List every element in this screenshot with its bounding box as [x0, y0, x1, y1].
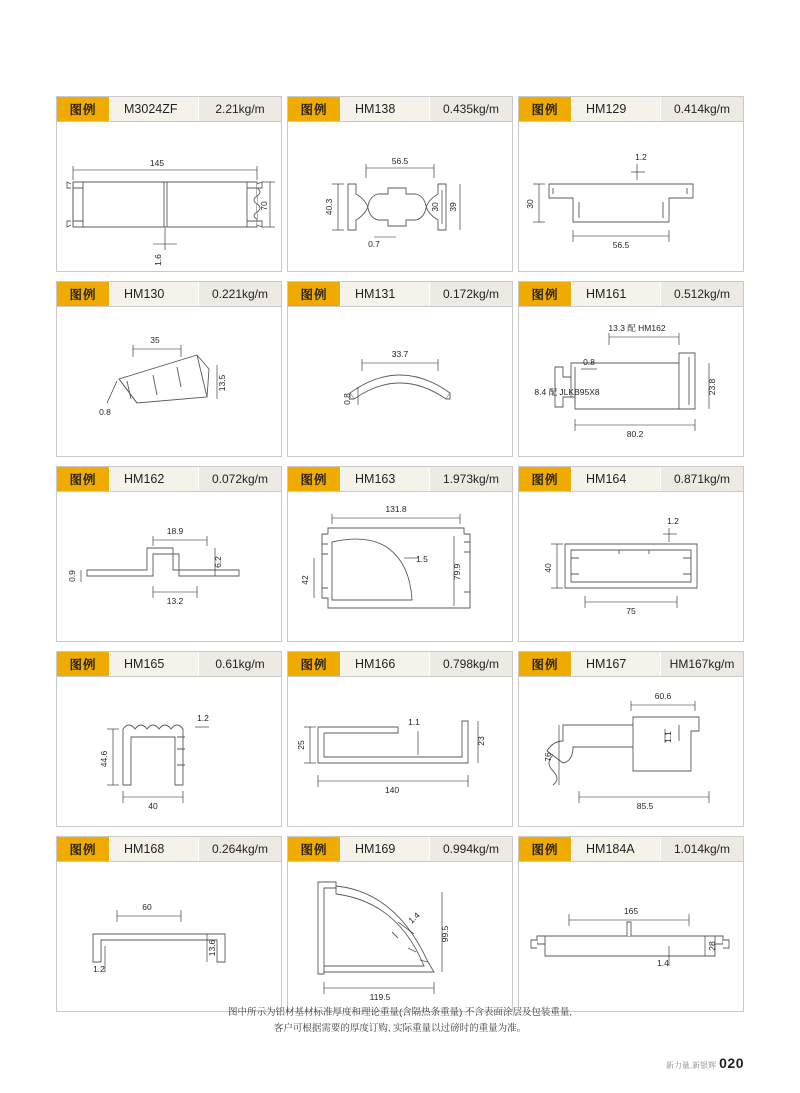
dimension-label: 99.5 [440, 925, 450, 943]
profile-card-hm166 [287, 651, 513, 827]
page-footnote [0, 1005, 800, 1037]
dimension-label: 56.5 [612, 240, 630, 250]
imprint-text: 新力量.新银辉 [665, 1061, 717, 1070]
legend-tag: 图例 [57, 97, 109, 121]
profile-weight: 1.973kg/m [429, 467, 512, 491]
profile-code: HM138 [340, 97, 429, 121]
profile-weight: 0.798kg/m [429, 652, 512, 676]
profile-card-hm169 [287, 836, 513, 1012]
profile-card-hm163 [287, 466, 513, 642]
dimension-label: 42 [300, 575, 310, 585]
profile-weight: 0.435kg/m [429, 97, 512, 121]
dimension-label: 1.6 [153, 254, 163, 266]
dimension-label: 0.8 [583, 357, 595, 367]
dimension-label: 119.5 [369, 992, 391, 1002]
dimension-label: 56.5 [391, 156, 409, 166]
profile-drawing [56, 676, 282, 827]
dimension-label: 13.3 配 HM162 [608, 323, 666, 333]
profile-weight: 0.871kg/m [660, 467, 743, 491]
dimension-label: 165 [623, 906, 639, 916]
card-header [287, 651, 513, 676]
dimension-label: 25 [296, 740, 306, 750]
dimension-label: 1.2 [667, 516, 679, 526]
card-header [518, 281, 744, 306]
dimension-label: 1.2 [93, 964, 105, 974]
card-header [56, 651, 282, 676]
dimension-label: 75 [626, 606, 636, 616]
profile-weight: 0.414kg/m [660, 97, 743, 121]
dimension-label: 6.2 [213, 556, 223, 568]
profile-code: HM164 [571, 467, 660, 491]
legend-tag: 图例 [519, 467, 571, 491]
card-header [56, 96, 282, 121]
profile-weight: HM167kg/m [660, 652, 743, 676]
dimension-label: 0.8 [342, 393, 352, 405]
profile-drawing [287, 676, 513, 827]
card-header [56, 466, 282, 491]
dimension-label: 79.9 [452, 563, 462, 581]
profile-card-hm184a [518, 836, 744, 1012]
profile-code: HM162 [109, 467, 198, 491]
dimension-label: 44.6 [99, 750, 109, 768]
legend-tag: 图例 [288, 837, 340, 861]
profile-drawing [287, 121, 513, 272]
dimension-label: 30 [430, 202, 440, 212]
dimension-label: 80.2 [626, 429, 644, 439]
profile-code: M3024ZF [109, 97, 198, 121]
profile-code: HM130 [109, 282, 198, 306]
profile-drawing [518, 121, 744, 272]
profile-weight: 0.264kg/m [198, 837, 281, 861]
dimension-label: 1.4 [657, 958, 669, 968]
card-header [287, 466, 513, 491]
dimension-label: 145 [149, 158, 165, 168]
legend-tag: 图例 [57, 837, 109, 861]
profile-card-hm129 [518, 96, 744, 272]
card-header [518, 836, 744, 861]
dimension-label: 39 [448, 202, 458, 212]
dimension-label: 1.1 [663, 731, 673, 743]
profile-card-m3024zf [56, 96, 282, 272]
legend-tag: 图例 [57, 652, 109, 676]
dimension-label: 1.2 [635, 152, 647, 162]
page-number: 020 [719, 1055, 744, 1071]
dimension-label: 33.7 [391, 349, 409, 359]
profile-code: HM184A [571, 837, 660, 861]
profile-card-hm168 [56, 836, 282, 1012]
dimension-label: 40 [148, 801, 158, 811]
dimension-label: 60 [142, 902, 152, 912]
profile-weight: 0.61kg/m [198, 652, 281, 676]
profile-card-hm165 [56, 651, 282, 827]
dimension-label: 85.5 [636, 801, 654, 811]
profile-code: HM129 [571, 97, 660, 121]
footnote-line-1: 图中所示为铝材基材标准厚度和理论重量(含隔热条重量) 不含表面涂层及包装重量, [227, 1007, 573, 1018]
legend-tag: 图例 [57, 282, 109, 306]
legend-tag: 图例 [288, 97, 340, 121]
profile-weight: 0.072kg/m [198, 467, 281, 491]
profile-drawing [287, 306, 513, 457]
profile-card-hm161 [518, 281, 744, 457]
dimension-label: 18.9 [166, 526, 184, 536]
dimension-label: 13.2 [166, 596, 184, 606]
card-header [287, 281, 513, 306]
legend-tag: 图例 [519, 837, 571, 861]
dimension-label: 1.1 [408, 717, 420, 727]
card-header [56, 281, 282, 306]
dimension-label: 0.9 [67, 570, 77, 582]
dimension-label: 1.4 [406, 910, 422, 926]
profile-card-hm131 [287, 281, 513, 457]
profile-weight: 1.014kg/m [660, 837, 743, 861]
dimension-label: 60.6 [654, 691, 672, 701]
legend-tag: 图例 [288, 467, 340, 491]
profile-weight: 0.512kg/m [660, 282, 743, 306]
dimension-label: 140 [384, 785, 400, 795]
profile-drawing [518, 306, 744, 457]
dimension-label: 23.8 [707, 378, 717, 396]
card-header [518, 96, 744, 121]
dimension-label: 131.8 [385, 504, 407, 514]
profile-code: HM168 [109, 837, 198, 861]
legend-tag: 图例 [57, 467, 109, 491]
profile-weight: 0.221kg/m [198, 282, 281, 306]
dimension-label: 28 [707, 941, 717, 951]
profile-card-hm162 [56, 466, 282, 642]
legend-tag: 图例 [288, 282, 340, 306]
profile-drawing [518, 491, 744, 642]
profile-drawing [56, 491, 282, 642]
profile-weight: 0.994kg/m [429, 837, 512, 861]
dimension-label: 40 [543, 563, 553, 573]
profile-code: HM169 [340, 837, 429, 861]
profile-code: HM165 [109, 652, 198, 676]
dimension-label: 8.4 配 JLKB95X8 [534, 387, 600, 397]
dimension-label: 0.7 [368, 239, 380, 249]
profile-code: HM131 [340, 282, 429, 306]
dimension-label: 1.2 [197, 713, 209, 723]
dimension-label: 76 [543, 752, 553, 762]
card-header [518, 466, 744, 491]
profile-code: HM166 [340, 652, 429, 676]
profile-card-hm138 [287, 96, 513, 272]
profile-grid [56, 96, 744, 1012]
card-header [287, 836, 513, 861]
dimension-label: 23 [476, 736, 486, 746]
profile-card-hm167 [518, 651, 744, 827]
profile-drawing [56, 861, 282, 1012]
dimension-label: 35 [150, 335, 160, 345]
profile-drawing [56, 121, 282, 272]
legend-tag: 图例 [519, 97, 571, 121]
profile-card-hm130 [56, 281, 282, 457]
footnote-line-2: 客户可根据需要的厚度订购, 实际重量以过磅时的重量为准。 [273, 1023, 527, 1034]
profile-code: HM161 [571, 282, 660, 306]
card-header [287, 96, 513, 121]
dimension-label: 40.3 [324, 198, 334, 216]
legend-tag: 图例 [519, 282, 571, 306]
card-header [56, 836, 282, 861]
card-header [518, 651, 744, 676]
profile-weight: 0.172kg/m [429, 282, 512, 306]
profile-drawing [518, 861, 744, 1012]
profile-drawing [287, 491, 513, 642]
dimension-label: 0.8 [99, 407, 111, 417]
profile-drawing [287, 861, 513, 1012]
profile-card-hm164 [518, 466, 744, 642]
dimension-label: 13.5 [217, 374, 227, 392]
profile-code: HM163 [340, 467, 429, 491]
legend-tag: 图例 [519, 652, 571, 676]
dimension-label: 30 [525, 199, 535, 209]
dimension-label: 70 [259, 201, 269, 211]
profile-drawing [56, 306, 282, 457]
dimension-label: 13.6 [207, 939, 217, 957]
page-number-block [666, 1055, 744, 1071]
profile-code: HM167 [571, 652, 660, 676]
dimension-label: 1.5 [416, 554, 428, 564]
profile-drawing [518, 676, 744, 827]
profile-weight: 2.21kg/m [198, 97, 281, 121]
legend-tag: 图例 [288, 652, 340, 676]
